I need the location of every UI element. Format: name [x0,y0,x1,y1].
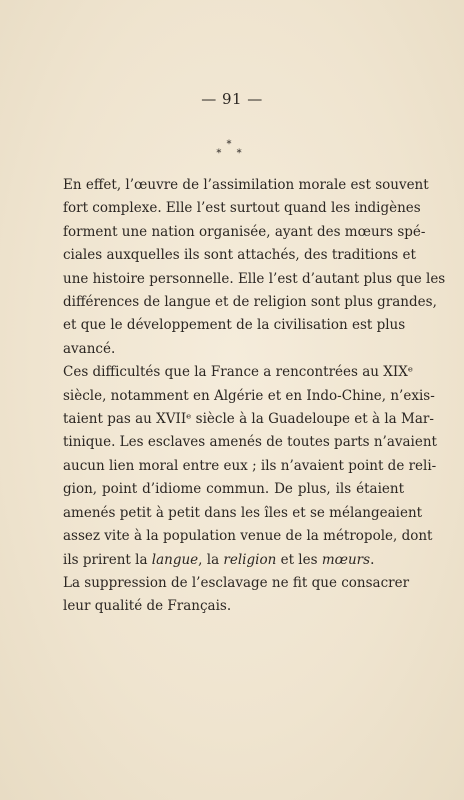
text-line: Ces difficultés que la France a rencontrées au XIXᵉ [63,364,414,381]
body-text [63,174,446,619]
text-line: ciales auxquelles ils sont attachés, des traditions et [63,247,416,264]
paragraph-2 [63,361,437,572]
italic-term-moeurs: mœurs [321,551,371,568]
text-line: En effet, l’œuvre de l’assimilation morale est souvent [63,177,429,193]
text-line: avancé. [63,340,116,357]
paragraph-1 [63,174,446,361]
text-fragment: . [370,551,375,568]
text-line: aucun lien moral entre eux ; ils n’avaient point de reli- [63,457,437,474]
text-line: siècle, notamment en Algérie et en Indo-Chine, n’exis- [63,387,435,404]
ornament-star-bottom: * * [216,148,248,159]
text-line: leur qualité de Français. [63,598,232,615]
text-fragment: , la [198,551,224,568]
section-ornament [0,140,464,158]
italic-term-religion: religion [223,551,277,568]
text-line: forment une nation organisée, ayant des mœurs spé- [63,223,426,240]
italic-term-langue: langue [151,551,199,568]
paragraph-3 [63,572,410,619]
text-line-italic-terms [63,549,404,572]
text-fragment: et les [276,551,322,568]
text-line: La suppression de l’esclavage ne fit que consacrer [63,574,410,591]
text-line: assez vite à la population venue de la métropole, dont [63,528,433,545]
text-line: et que le développement de la civilisation est plus [63,317,406,334]
ornament-star-top: * [226,139,238,150]
text-line: gion, point d’idiome commun. De plus, ils étaient [63,481,404,498]
text-line: amenés petit à petit dans les îles et se mélangeaient [63,504,423,521]
text-line: taient pas au XVIIᵉ siècle à la Guadeloupe et à la Mar- [63,411,434,428]
text-line: différences de langue et de religion sont plus grandes, [63,294,437,311]
text-fragment: ils prirent la [63,551,152,568]
text-line: une histoire personnelle. Elle l’est d’autant plus que les [63,270,446,287]
page-number: — 91 — [201,90,263,108]
text-line: fort complexe. Elle l’est surtout quand les indigènes [63,200,421,217]
text-line: tinique. Les esclaves amenés de toutes parts n’avaient [63,434,437,451]
